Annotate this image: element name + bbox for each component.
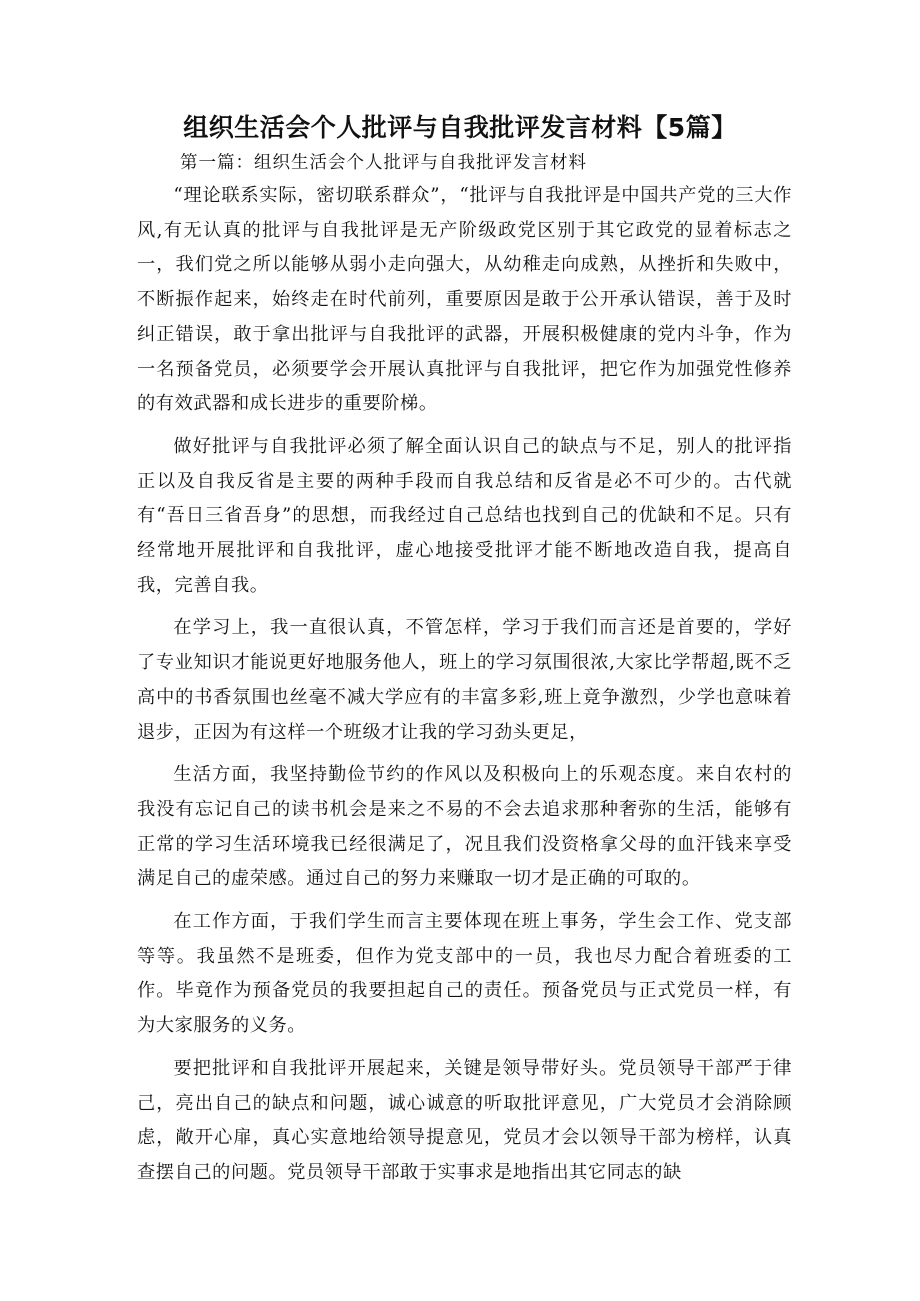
paragraph: “理论联系实际，密切联系群众”，“批评与自我批评是中国共产党的三大作风,有无认真的批评与自我批评是无产阶级政党区别于其它政党的显着标志之一，我们党之所以能够从弱小走向强大，从幼稚走向成熟，从挫折和失败中，不断振作起来，始终走在时代前列，重要原因是敢于公开承认错误，善于及时纠正错误，敢于拿出批评与自我批评的武器，开展积极健康的党内斗争，作为一名预备党员，必须要学会开展认真批评与自我批评，把它作为加强党性修养的有效武器和成长进步的重要阶梯。 — [137, 185, 792, 415]
paragraph: 做好批评与自我批评必须了解全面认识自己的缺点与不足，别人的批评指正以及自我反省是主要的两种手段而自我总结和反省是必不可少的。古代就有“吾日三省吾身”的思想，而我经过自己总结也找到自己的优缺和不足。只有经常地开展批评和自我批评，虚心地接受批评才能不断地改造自我，提高自我，完善自我。 — [137, 435, 792, 596]
paragraph: 生活方面，我坚持勤俭节约的作风以及积极向上的乐观态度。来自农村的我没有忘记自己的读书机会是来之不易的不会去追求那种奢弥的生活，能够有正常的学习生活环境我已经很满足了，况且我们没资格拿父母的血汗钱来享受满足自己的虚荣感。通过自己的努力来赚取一切才是正确的可取的。 — [137, 764, 792, 890]
chapter-heading: 第一篇：组织生活会个人批评与自我批评发言材料 — [180, 153, 587, 173]
document-body — [137, 179, 792, 1199]
paragraph: 在工作方面，于我们学生而言主要体现在班上事务，学生会工作、党支部等等。我虽然不是班委，但作为党支部中的一员，我也尽力配合着班委的工作。毕竟作为预备党员的我要担起自己的责任。预备党员与正式党员一样，有为大家服务的义务。 — [137, 911, 792, 1037]
paragraph: 在学习上，我一直很认真，不管怎样，学习于我们而言还是首要的，学好了专业知识才能说更好地服务他人，班上的学习氛围很浓,大家比学帮超,既不乏高中的书香氛围也丝毫不减大学应有的丰富多彩,班上竟争激烈，少学也意味着退步，正因为有这样一个班级才让我的学习劲头更足， — [137, 617, 792, 743]
paragraph: 要把批评和自我批评开展起来，关键是领导带好头。党员领导干部严于律己，亮出自己的缺点和问题，诚心诚意的听取批评意见，广大党员才会消除顾虑，敞开心扉，真心实意地给领导提意见，党员才会以领导干部为榜样，认真查摆自己的问题。党员领导干部敢于实事求是地指出其它同志的缺 — [137, 1057, 792, 1183]
document-title: 组织生活会个人批评与自我批评发言材料【5篇】 — [183, 113, 737, 142]
